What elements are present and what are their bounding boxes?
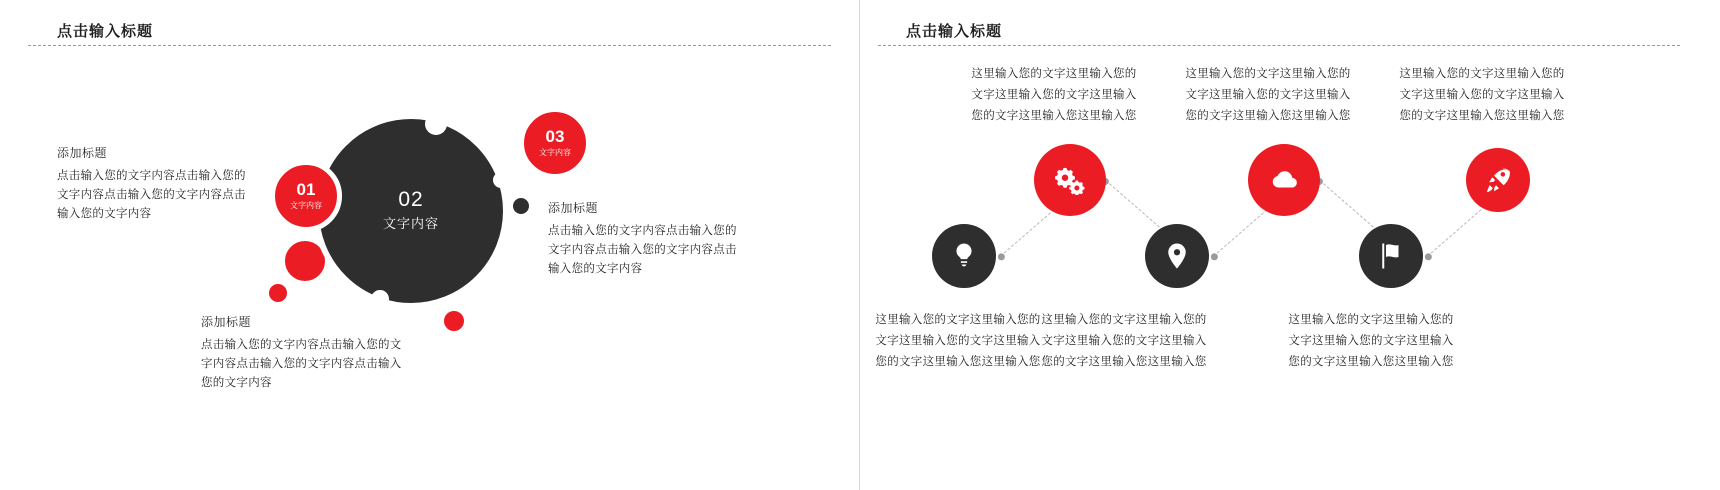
node-flag[interactable]	[1359, 224, 1423, 288]
text-block-bottom	[201, 313, 411, 393]
connector-cap-start	[996, 251, 1006, 261]
text-top-2: 这里输入您的文字这里输入您的文字这里输入您的文字这里输入您的文字这里输入您这里输入您	[1185, 68, 1351, 122]
cloud-icon	[1269, 165, 1299, 195]
bulb-icon	[949, 241, 979, 271]
node-01-label: 文字内容	[290, 201, 322, 210]
node-03[interactable]	[519, 107, 591, 179]
text-block-left	[57, 144, 257, 224]
page-title: 点击输入标题	[57, 23, 154, 40]
page-title-right: 点击输入标题	[906, 23, 1003, 40]
text-block-left-body: 点击输入您的文字内容点击输入您的文字内容点击输入您的文字内容点击输入您的文字内容	[57, 170, 246, 220]
text-top-3: 这里输入您的文字这里输入您的文字这里输入您的文字这里输入您的文字这里输入您这里输入您	[1399, 68, 1565, 122]
node-02-number: 02	[398, 188, 424, 211]
node-03-label: 文字内容	[539, 148, 571, 157]
text-block-right	[548, 199, 748, 279]
title-divider-right	[878, 45, 1680, 46]
node-location-pin[interactable]	[1145, 224, 1209, 288]
text-bottom-2: 这里输入您的文字这里输入您的文字这里输入您的文字这里输入您的文字这里输入您这里输入您	[1041, 314, 1207, 368]
node-01[interactable]	[270, 160, 342, 232]
text-block-bottom-body: 点击输入您的文字内容点击输入您的文字内容点击输入您的文字内容点击输入您的文字内容	[201, 339, 402, 389]
text-bottom-1: 这里输入您的文字这里输入您的文字这里输入您的文字这里输入您的文字这里输入您这里输入您	[875, 314, 1041, 368]
flag-icon	[1376, 241, 1406, 271]
decor-white-dot-a	[425, 113, 447, 135]
node-03-number: 03	[545, 127, 565, 146]
node-rocket[interactable]	[1466, 148, 1530, 212]
rocket-icon	[1483, 165, 1513, 195]
gears-icon	[1055, 165, 1085, 195]
node-02[interactable]	[313, 113, 509, 309]
decor-white-dot-c	[371, 290, 389, 308]
text-block-right-heading: 添加标题	[548, 201, 599, 215]
node-bulb[interactable]	[932, 224, 996, 288]
decor-red-dot-small	[269, 284, 287, 302]
location-pin-icon	[1162, 241, 1192, 271]
text-top-1: 这里输入您的文字这里输入您的文字这里输入您的文字这里输入您的文字这里输入您这里输入您	[971, 68, 1137, 122]
text-block-right-body: 点击输入您的文字内容点击输入您的文字内容点击输入您的文字内容点击输入您的文字内容	[548, 225, 737, 275]
decor-red-dot-medium	[440, 307, 468, 335]
slide-right	[860, 0, 1720, 490]
node-02-label: 文字内容	[382, 216, 439, 231]
node-cloud[interactable]	[1248, 144, 1320, 216]
connector-cap-start	[1423, 251, 1433, 261]
text-block-bottom-heading: 添加标题	[201, 315, 252, 329]
text-block-left-heading: 添加标题	[57, 146, 108, 160]
decor-white-dot-b	[493, 172, 509, 188]
node-01-number: 01	[296, 180, 316, 199]
decor-dark-dot	[513, 198, 529, 214]
text-bottom-3: 这里输入您的文字这里输入您的文字这里输入您的文字这里输入您的文字这里输入您这里输入您	[1288, 314, 1454, 368]
node-gears[interactable]	[1034, 144, 1106, 216]
connector-cap-start	[1209, 251, 1219, 261]
title-divider	[28, 45, 831, 46]
